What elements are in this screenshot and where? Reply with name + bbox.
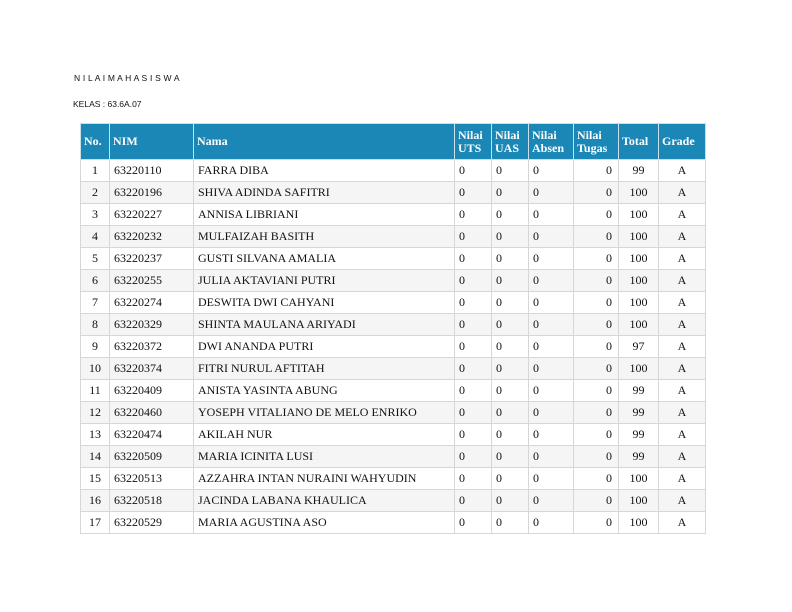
cell-uts: 0 xyxy=(455,446,492,468)
cell-nim: 63220227 xyxy=(110,204,194,226)
cell-total: 100 xyxy=(619,182,659,204)
cell-no: 5 xyxy=(81,248,110,270)
cell-absen: 0 xyxy=(529,358,574,380)
table-row xyxy=(81,468,706,490)
cell-no: 9 xyxy=(81,336,110,358)
cell-nama: FARRA DIBA xyxy=(194,160,455,182)
table-row xyxy=(81,336,706,358)
cell-total: 99 xyxy=(619,402,659,424)
cell-absen: 0 xyxy=(529,182,574,204)
cell-no: 8 xyxy=(81,314,110,336)
cell-uas: 0 xyxy=(492,358,529,380)
cell-total: 100 xyxy=(619,226,659,248)
cell-grade: A xyxy=(659,468,706,490)
cell-nim: 63220474 xyxy=(110,424,194,446)
cell-tugas: 0 xyxy=(574,512,619,534)
cell-nim: 63220329 xyxy=(110,314,194,336)
cell-tugas: 0 xyxy=(574,248,619,270)
cell-uts: 0 xyxy=(455,402,492,424)
page-title: N I L A I M A H A S I S W A xyxy=(74,73,180,83)
header-nim: NIM xyxy=(110,124,194,160)
cell-nim: 63220529 xyxy=(110,512,194,534)
cell-grade: A xyxy=(659,490,706,512)
cell-tugas: 0 xyxy=(574,204,619,226)
cell-no: 11 xyxy=(81,380,110,402)
table-row xyxy=(81,248,706,270)
cell-grade: A xyxy=(659,270,706,292)
cell-nim: 63220518 xyxy=(110,490,194,512)
cell-grade: A xyxy=(659,424,706,446)
header-tugas: Nilai Tugas xyxy=(574,124,619,160)
cell-no: 15 xyxy=(81,468,110,490)
cell-nim: 63220196 xyxy=(110,182,194,204)
cell-absen: 0 xyxy=(529,160,574,182)
cell-nama: SHINTA MAULANA ARIYADI xyxy=(194,314,455,336)
cell-absen: 0 xyxy=(529,314,574,336)
table-row xyxy=(81,358,706,380)
header-uts: Nilai UTS xyxy=(455,124,492,160)
cell-grade: A xyxy=(659,314,706,336)
cell-no: 2 xyxy=(81,182,110,204)
cell-uas: 0 xyxy=(492,446,529,468)
cell-total: 100 xyxy=(619,512,659,534)
cell-nim: 63220255 xyxy=(110,270,194,292)
cell-grade: A xyxy=(659,204,706,226)
cell-no: 12 xyxy=(81,402,110,424)
cell-nama: FITRI NURUL AFTITAH xyxy=(194,358,455,380)
cell-uts: 0 xyxy=(455,358,492,380)
table-header-row xyxy=(81,124,706,160)
cell-nama: DWI ANANDA PUTRI xyxy=(194,336,455,358)
cell-absen: 0 xyxy=(529,424,574,446)
table-row xyxy=(81,380,706,402)
cell-total: 100 xyxy=(619,314,659,336)
cell-total: 100 xyxy=(619,292,659,314)
cell-no: 14 xyxy=(81,446,110,468)
cell-tugas: 0 xyxy=(574,402,619,424)
cell-tugas: 0 xyxy=(574,424,619,446)
cell-nama: GUSTI SILVANA AMALIA xyxy=(194,248,455,270)
cell-uas: 0 xyxy=(492,490,529,512)
grades-table xyxy=(80,123,706,534)
table-row xyxy=(81,226,706,248)
cell-uas: 0 xyxy=(492,160,529,182)
cell-grade: A xyxy=(659,160,706,182)
cell-uas: 0 xyxy=(492,336,529,358)
cell-uas: 0 xyxy=(492,292,529,314)
cell-uts: 0 xyxy=(455,248,492,270)
cell-no: 13 xyxy=(81,424,110,446)
cell-uts: 0 xyxy=(455,468,492,490)
cell-tugas: 0 xyxy=(574,226,619,248)
cell-nim: 63220509 xyxy=(110,446,194,468)
cell-absen: 0 xyxy=(529,248,574,270)
cell-uts: 0 xyxy=(455,270,492,292)
cell-uas: 0 xyxy=(492,512,529,534)
cell-uas: 0 xyxy=(492,424,529,446)
cell-absen: 0 xyxy=(529,204,574,226)
cell-uas: 0 xyxy=(492,204,529,226)
cell-total: 97 xyxy=(619,336,659,358)
cell-no: 10 xyxy=(81,358,110,380)
cell-no: 3 xyxy=(81,204,110,226)
cell-absen: 0 xyxy=(529,380,574,402)
cell-grade: A xyxy=(659,336,706,358)
cell-nim: 63220237 xyxy=(110,248,194,270)
cell-total: 100 xyxy=(619,248,659,270)
cell-nama: ANNISA LIBRIANI xyxy=(194,204,455,226)
table-row xyxy=(81,204,706,226)
header-uas: Nilai UAS xyxy=(492,124,529,160)
header-nama: Nama xyxy=(194,124,455,160)
cell-grade: A xyxy=(659,380,706,402)
cell-no: 6 xyxy=(81,270,110,292)
cell-uts: 0 xyxy=(455,182,492,204)
cell-nama: MARIA ICINITA LUSI xyxy=(194,446,455,468)
cell-tugas: 0 xyxy=(574,182,619,204)
cell-no: 4 xyxy=(81,226,110,248)
cell-uas: 0 xyxy=(492,468,529,490)
cell-nama: ANISTA YASINTA ABUNG xyxy=(194,380,455,402)
table-row xyxy=(81,314,706,336)
cell-nim: 63220409 xyxy=(110,380,194,402)
cell-uas: 0 xyxy=(492,182,529,204)
cell-uts: 0 xyxy=(455,226,492,248)
cell-no: 17 xyxy=(81,512,110,534)
cell-nim: 63220232 xyxy=(110,226,194,248)
cell-absen: 0 xyxy=(529,226,574,248)
cell-absen: 0 xyxy=(529,512,574,534)
cell-tugas: 0 xyxy=(574,490,619,512)
cell-nama: AZZAHRA INTAN NURAINI WAHYUDIN xyxy=(194,468,455,490)
header-absen: Nilai Absen xyxy=(529,124,574,160)
header-total: Total xyxy=(619,124,659,160)
cell-no: 7 xyxy=(81,292,110,314)
cell-absen: 0 xyxy=(529,402,574,424)
cell-total: 100 xyxy=(619,270,659,292)
cell-uts: 0 xyxy=(455,204,492,226)
cell-tugas: 0 xyxy=(574,160,619,182)
cell-nama: DESWITA DWI CAHYANI xyxy=(194,292,455,314)
cell-no: 1 xyxy=(81,160,110,182)
cell-uas: 0 xyxy=(492,248,529,270)
cell-uts: 0 xyxy=(455,292,492,314)
cell-tugas: 0 xyxy=(574,358,619,380)
table-row xyxy=(81,424,706,446)
cell-tugas: 0 xyxy=(574,380,619,402)
cell-tugas: 0 xyxy=(574,292,619,314)
table-row xyxy=(81,446,706,468)
cell-grade: A xyxy=(659,358,706,380)
cell-uts: 0 xyxy=(455,490,492,512)
cell-uts: 0 xyxy=(455,512,492,534)
cell-nama: YOSEPH VITALIANO DE MELO ENRIKO xyxy=(194,402,455,424)
header-grade: Grade xyxy=(659,124,706,160)
table-row xyxy=(81,270,706,292)
cell-uts: 0 xyxy=(455,424,492,446)
cell-total: 99 xyxy=(619,424,659,446)
cell-uas: 0 xyxy=(492,314,529,336)
cell-nama: MULFAIZAH BASITH xyxy=(194,226,455,248)
cell-absen: 0 xyxy=(529,270,574,292)
cell-tugas: 0 xyxy=(574,270,619,292)
cell-uas: 0 xyxy=(492,380,529,402)
cell-total: 99 xyxy=(619,160,659,182)
cell-uts: 0 xyxy=(455,380,492,402)
cell-uas: 0 xyxy=(492,402,529,424)
cell-grade: A xyxy=(659,402,706,424)
cell-tugas: 0 xyxy=(574,336,619,358)
cell-total: 100 xyxy=(619,490,659,512)
cell-nama: JACINDA LABANA KHAULICA xyxy=(194,490,455,512)
table-row xyxy=(81,292,706,314)
cell-uas: 0 xyxy=(492,270,529,292)
cell-uts: 0 xyxy=(455,336,492,358)
cell-grade: A xyxy=(659,446,706,468)
cell-grade: A xyxy=(659,182,706,204)
table-row xyxy=(81,160,706,182)
cell-nama: AKILAH NUR xyxy=(194,424,455,446)
table-row xyxy=(81,182,706,204)
cell-grade: A xyxy=(659,292,706,314)
cell-grade: A xyxy=(659,248,706,270)
cell-total: 100 xyxy=(619,204,659,226)
cell-uts: 0 xyxy=(455,314,492,336)
cell-absen: 0 xyxy=(529,446,574,468)
cell-tugas: 0 xyxy=(574,446,619,468)
cell-total: 99 xyxy=(619,380,659,402)
table-row xyxy=(81,490,706,512)
cell-nim: 63220513 xyxy=(110,468,194,490)
cell-total: 100 xyxy=(619,468,659,490)
cell-nim: 63220110 xyxy=(110,160,194,182)
table-row xyxy=(81,402,706,424)
cell-uts: 0 xyxy=(455,160,492,182)
class-label: KELAS : 63.6A.07 xyxy=(73,99,142,109)
cell-nim: 63220274 xyxy=(110,292,194,314)
cell-nim: 63220374 xyxy=(110,358,194,380)
cell-absen: 0 xyxy=(529,292,574,314)
cell-grade: A xyxy=(659,512,706,534)
cell-nama: JULIA AKTAVIANI PUTRI xyxy=(194,270,455,292)
cell-no: 16 xyxy=(81,490,110,512)
cell-total: 99 xyxy=(619,446,659,468)
cell-tugas: 0 xyxy=(574,314,619,336)
header-no: No. xyxy=(81,124,110,160)
cell-nim: 63220372 xyxy=(110,336,194,358)
cell-nama: MARIA AGUSTINA ASO xyxy=(194,512,455,534)
cell-total: 100 xyxy=(619,358,659,380)
cell-grade: A xyxy=(659,226,706,248)
cell-nim: 63220460 xyxy=(110,402,194,424)
cell-uas: 0 xyxy=(492,226,529,248)
cell-nama: SHIVA ADINDA SAFITRI xyxy=(194,182,455,204)
cell-absen: 0 xyxy=(529,336,574,358)
cell-tugas: 0 xyxy=(574,468,619,490)
table-row xyxy=(81,512,706,534)
cell-absen: 0 xyxy=(529,468,574,490)
cell-absen: 0 xyxy=(529,490,574,512)
